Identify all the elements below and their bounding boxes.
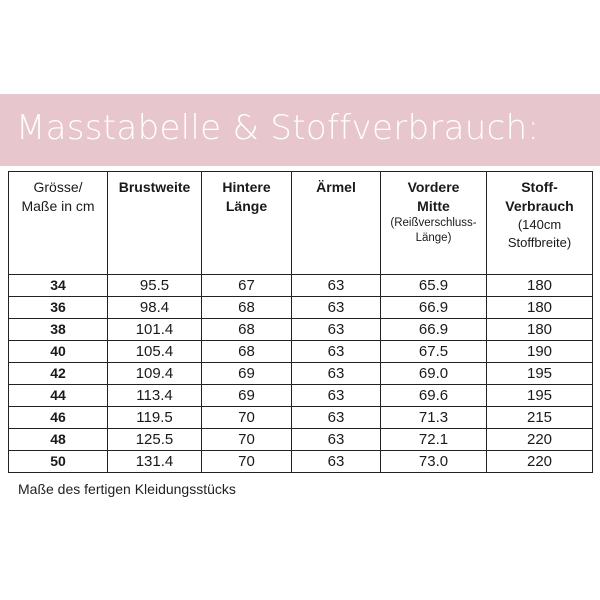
- table-cell: 69.0: [381, 363, 487, 385]
- column-header-sleeve: [292, 172, 381, 275]
- table-cell: 220: [487, 429, 593, 451]
- table-cell: 125.5: [108, 429, 202, 451]
- title-banner: [0, 94, 600, 166]
- table-cell: 180: [487, 297, 593, 319]
- table-cell: 195: [487, 363, 593, 385]
- header-front-line2: Mitte: [417, 198, 450, 214]
- header-front-line1: Vordere: [407, 179, 460, 195]
- table-cell: 34: [9, 275, 108, 297]
- table-cell: 69.6: [381, 385, 487, 407]
- table-cell: 119.5: [108, 407, 202, 429]
- table-cell: 63: [292, 429, 381, 451]
- column-header-fabric: [487, 172, 593, 275]
- header-back-line2: Länge: [225, 198, 268, 214]
- table-cell: 70: [202, 451, 292, 473]
- header-row: [9, 172, 593, 275]
- table-cell: 71.3: [381, 407, 487, 429]
- table-row: [9, 407, 593, 429]
- table-cell: 73.0: [381, 451, 487, 473]
- table-cell: 65.9: [381, 275, 487, 297]
- table-cell: 63: [292, 319, 381, 341]
- footnote: Maße des fertigen Kleidungsstücks: [18, 481, 236, 497]
- table-cell: 67.5: [381, 341, 487, 363]
- column-header-chest: [108, 172, 202, 275]
- table-cell: 105.4: [108, 341, 202, 363]
- table-row: [9, 429, 593, 451]
- table-cell: 40: [9, 341, 108, 363]
- header-size-line2: Maße in cm: [21, 198, 95, 214]
- header-fabric-line2: Verbrauch: [505, 198, 574, 214]
- table-cell: 36: [9, 297, 108, 319]
- table-cell: 50: [9, 451, 108, 473]
- table-cell: 180: [487, 275, 593, 297]
- table-cell: 46: [9, 407, 108, 429]
- header-chest-label: Brustweite: [118, 179, 191, 195]
- table-cell: 38: [9, 319, 108, 341]
- header-front-note1: (Reißverschluss-: [390, 217, 477, 229]
- table-cell: 70: [202, 429, 292, 451]
- header-front-note2: Länge): [415, 232, 452, 244]
- table-cell: 66.9: [381, 319, 487, 341]
- table-cell: 70: [202, 407, 292, 429]
- header-fabric-note1: (140cm: [517, 217, 562, 232]
- table-cell: 180: [487, 319, 593, 341]
- table-cell: 190: [487, 341, 593, 363]
- table-cell: 68: [202, 297, 292, 319]
- table-row: [9, 297, 593, 319]
- table-row: [9, 451, 593, 473]
- table-cell: 63: [292, 451, 381, 473]
- table-cell: 68: [202, 319, 292, 341]
- table-cell: 69: [202, 363, 292, 385]
- table-cell: 131.4: [108, 451, 202, 473]
- table-cell: 63: [292, 407, 381, 429]
- header-fabric-note2: Stoffbreite): [507, 235, 572, 250]
- table-cell: 215: [487, 407, 593, 429]
- table-row: [9, 319, 593, 341]
- column-header-front-center: [381, 172, 487, 275]
- header-fabric-line1: Stoff-: [521, 179, 558, 195]
- table-cell: 67: [202, 275, 292, 297]
- table-row: [9, 275, 593, 297]
- table-row: [9, 363, 593, 385]
- table-cell: 98.4: [108, 297, 202, 319]
- table-cell: 66.9: [381, 297, 487, 319]
- size-table: [8, 171, 593, 473]
- table-cell: 48: [9, 429, 108, 451]
- table-cell: 109.4: [108, 363, 202, 385]
- column-header-size: [9, 172, 108, 275]
- table-cell: 63: [292, 385, 381, 407]
- table-cell: 44: [9, 385, 108, 407]
- table-row: [9, 341, 593, 363]
- table-cell: 101.4: [108, 319, 202, 341]
- header-size-line1: Grösse/: [33, 179, 83, 195]
- table-row: [9, 385, 593, 407]
- table-cell: 95.5: [108, 275, 202, 297]
- table-cell: 68: [202, 341, 292, 363]
- header-sleeve-label: Ärmel: [316, 179, 356, 195]
- table-cell: 63: [292, 275, 381, 297]
- table-cell: 63: [292, 363, 381, 385]
- table-cell: 63: [292, 297, 381, 319]
- table-cell: 220: [487, 451, 593, 473]
- table-cell: 195: [487, 385, 593, 407]
- table-cell: 63: [292, 341, 381, 363]
- page-title: Masstabelle & Stoffverbrauch:: [16, 108, 540, 148]
- table-cell: 69: [202, 385, 292, 407]
- header-back-line1: Hintere: [222, 179, 271, 195]
- table-cell: 113.4: [108, 385, 202, 407]
- column-header-back-length: [202, 172, 292, 275]
- table-cell: 72.1: [381, 429, 487, 451]
- table-cell: 42: [9, 363, 108, 385]
